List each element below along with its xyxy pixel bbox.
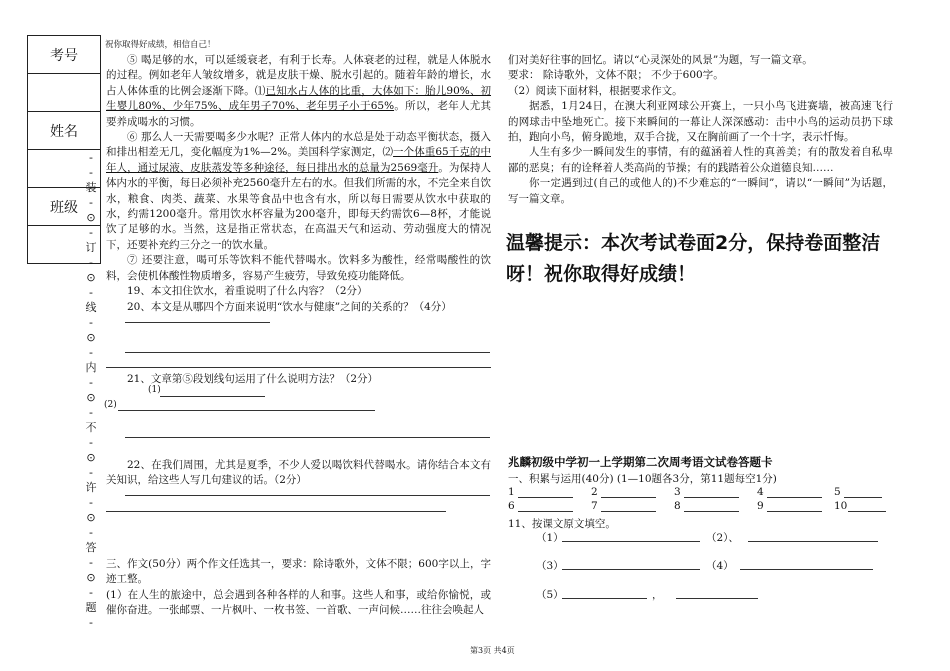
blank-4-label: （4）	[706, 560, 734, 572]
exam-number-label: 考号	[28, 36, 100, 74]
answer-line-20b[interactable]	[106, 367, 491, 368]
answer-blank-line[interactable]	[767, 497, 822, 498]
blank-1-line[interactable]	[562, 541, 700, 542]
seal-char: 内	[85, 361, 97, 374]
composition-header: 三、作文(50分）两个作文任选其一，要求：除诗歌外，文体不限；600字以上，字迹工整。	[106, 558, 491, 586]
blank-4-line[interactable]	[740, 569, 873, 570]
composition-option-1: (1）在人生的旅途中，总会遇到各种各样的人和事。这些人和事，或给你愉悦，或催你奋进。一张邮票、一片枫叶、一枚书签、一首歌、一声问候……往往会唤起人	[106, 588, 491, 617]
seal-char: 线	[85, 301, 97, 314]
blank-5a-line[interactable]	[562, 598, 647, 599]
material-paragraph-1: 据悉，1月24日，在澳大利亚网球公开赛上，一只小鸟飞进赛墙，被高速飞行的网球击中坠地死亡。接下来瞬间的一幕让人深深感动：击中小鸟的运动员扔下球拍，跑向小鸟，俯身跪地，双手合拢，又在胸前画了一个十字，表示忏悔。	[508, 100, 893, 144]
answer-blank-line[interactable]	[518, 511, 573, 512]
composition-requirements: 要求： 除诗歌外，文体不限； 不少于600字。	[508, 69, 724, 82]
answer-line-22b[interactable]	[106, 511, 446, 512]
seal-char: 订	[85, 241, 97, 254]
seal-char: 题	[85, 601, 97, 614]
answer-line-21-3[interactable]	[125, 437, 490, 438]
question-21: 21、文章第⑤段划线句运用了什么说明方法？（2分）	[127, 373, 379, 385]
q11-label: 11、按课文原文填空。	[508, 518, 616, 530]
blank-5b-line[interactable]	[676, 598, 758, 599]
material-paragraph-3: 你一定遇到过(自己的或他人的)不少难忘的“一瞬间”，请以“一瞬间”为话题，写一篇文章。	[508, 177, 893, 205]
answer-blank-line[interactable]	[684, 511, 739, 512]
answer-blank-line[interactable]	[844, 497, 882, 498]
blank-2-line[interactable]	[748, 541, 878, 542]
seal-char: 装	[85, 181, 97, 194]
question-19: 19、本文扣住饮水，着重说明了什么内容？（2分）	[127, 285, 368, 298]
seal-line: - - 装 - ⊙ - 订 - ⊙ - 线 - ⊙ - 内 - ⊙ - 不 - ⊙ - 许 - ⊙ - 答 - ⊙ - 题 -	[85, 151, 97, 629]
answer-number-label: 6	[508, 500, 515, 512]
answer-blank-line[interactable]	[601, 511, 656, 512]
name-label: 姓名	[28, 112, 100, 150]
answer-number-label: 1	[508, 486, 515, 498]
answer-blank-line[interactable]	[848, 511, 886, 512]
seal-char: 不	[85, 421, 97, 434]
answer-number-label: 10	[834, 500, 848, 512]
answer-line-19[interactable]	[125, 322, 270, 323]
answer-line-21-1[interactable]	[160, 396, 265, 397]
answer-blank-line[interactable]	[767, 511, 822, 512]
material-paragraph-2: 人生有多少一瞬间发生的事情，有的蕴涵着人性的真善美；有的散发着自私卑鄙的恶臭；有的诠释着人类高尚的节操；有的践踏着公众道德良知……	[508, 146, 893, 174]
answer-blank-line[interactable]	[601, 497, 656, 498]
paragraph-7: ⑦ 还要注意，喝可乐等饮料不能代替喝水。饮料多为酸性，经常喝酸性的饮料，会使机体酸性物质增多，容易产生疲劳，导致免疫功能降低。	[106, 254, 491, 282]
answer-card-section-1: 一、积累与运用(40分) (1—10题各3分，第11题每空1分)	[508, 473, 777, 485]
q21-sub1-label: (1)	[148, 385, 161, 395]
blank-3-line[interactable]	[562, 569, 700, 570]
answer-number-label: 9	[757, 500, 764, 512]
blank-1-label: （1）	[536, 532, 564, 544]
left-passage	[106, 53, 491, 300]
answer-number-label: 4	[757, 486, 764, 498]
answer-number-label: 2	[591, 486, 598, 498]
question-20: 20、本文是从哪四个方面来说明“饮水与健康”之间的关系的？（4分）	[127, 301, 452, 313]
answer-number-label: 5	[834, 486, 841, 498]
q21-sub2-label: (2)	[104, 400, 117, 410]
answer-blank-line[interactable]	[684, 497, 739, 498]
right-composition	[508, 53, 893, 207]
composition-option-1-cont: 们对美好往事的回忆。请以“心灵深处的风景”为题，写一篇文章。	[508, 54, 813, 66]
question-22: 22、在我们周围，尤其是夏季，不少人爱以喝饮料代替喝水。请你结合本文有关知识，给这些人写几句建议的话。（2分）	[106, 459, 491, 487]
blank-3-label: （3）	[536, 560, 564, 572]
blank-5-comma: ，	[652, 589, 663, 601]
composition-option-2: （2）阅读下面材料，根据要求作文。	[508, 84, 683, 97]
answer-line-22a[interactable]	[125, 495, 490, 496]
paragraph-6: ⑥ 那么人一天需要喝多少水呢？正常人体内的水总是处于动态平衡状态，摄入和排出相差无几，变化幅度为1%—2%。美国科学家测定，⑵一个体重65千克的中年人，通过尿液、皮肤蒸发等多种途径，每日排出水的总量为2569毫升。为保持人体内水的平衡，每日必须补充2560毫升左右的水。但我们所需的水，不完全来自饮水，粮食、肉类、蔬菜、水果等食品中也含有水，所以每日需要从饮水中获取的水，约需1200毫升。常用饮水杯容量为200毫升，即每天约需饮6—8杯，才能说饮了足够的水。当然，这是指正常状态，在高温天气和运动、劳动强度大的情况下，还要补充约三分之一的饮水量。	[106, 131, 491, 251]
answer-line-20a[interactable]	[125, 352, 490, 353]
page-footer: 第3页 共4页	[470, 646, 515, 655]
blank-5-label: （5）	[536, 589, 564, 601]
class-label: 班级	[28, 188, 100, 226]
answer-number-label: 8	[674, 500, 681, 512]
answer-line-21-2[interactable]	[118, 410, 375, 411]
exam-number-field[interactable]	[28, 74, 100, 112]
reminder-tip: 温馨提示：本次考试卷面2分，保持卷面整洁呀！祝你取得好成绩！	[506, 232, 881, 285]
answer-number-label: 7	[591, 500, 598, 512]
header-wish: 祝你取得好成绩，相信自己！	[105, 40, 216, 50]
paragraph-5: ⑤ 喝足够的水，可以延缓衰老，有利于长寿。人体衰老的过程，就是人体脱水的过程。例如老年人皱纹增多，就是皮肤干燥、脱水引起的。随着年龄的增长，水占人体体重的比例会逐渐下降。⑴已知水占人体的比重，大体如下：胎儿90%、初生婴儿80%、少年75%、成年男子70%、老年男子小于65%。所以，老年人尤其要养成喝水的习惯。	[106, 54, 492, 128]
answer-blank-line[interactable]	[518, 497, 573, 498]
composition-section	[106, 557, 491, 619]
seal-char: 答	[85, 541, 97, 554]
answer-card-title: 兆麟初级中学初一上学期第二次周考语文试卷答题卡	[508, 455, 773, 469]
answer-number-label: 3	[674, 486, 681, 498]
seal-char: 许	[85, 481, 97, 494]
blank-2-label: （2）、	[706, 532, 739, 544]
